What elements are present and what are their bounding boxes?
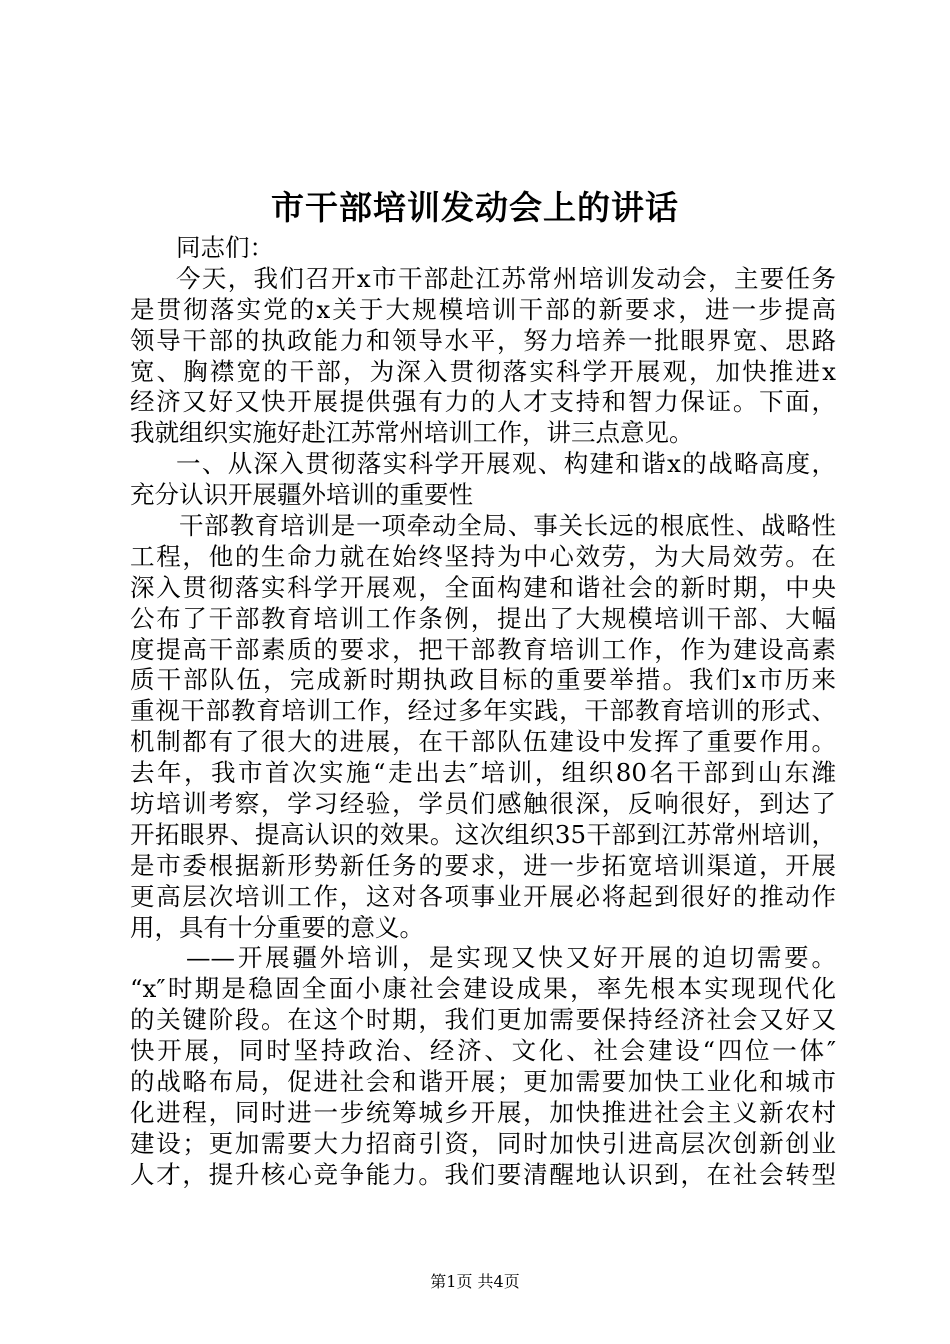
paragraph-line: 干部教育培训是一项牵动全局、事关长远的根底性、战略性 (179, 511, 836, 541)
paragraph-line: 是贯彻落实党的x关于大规模培训干部的新要求，进一步提高 (130, 294, 836, 324)
section-heading-line: 充分认识开展疆外培训的重要性 (130, 480, 473, 510)
salutation-line: 同志们： (176, 233, 274, 262)
paragraph-line: 深入贯彻落实科学开展观，全面构建和谐社会的新时期，中央 (130, 572, 836, 602)
section-heading-line: 一、从深入贯彻落实科学开展观、构建和谐x的战略高度， (176, 449, 836, 479)
paragraph-line: 开拓眼界、提高认识的效果。这次组织35干部到江苏常州培训， (130, 819, 836, 849)
document-body (130, 233, 836, 1191)
paragraph-line: 工程，他的生命力就在始终坚持为中心效劳，为大局效劳。在 (130, 541, 836, 571)
paragraph-line: 机制都有了很大的进展，在干部队伍建设中发挥了重要作用。 (130, 727, 836, 757)
paragraph-line: 重视干部教育培训工作，经过多年实践，干部教育培训的形式、 (130, 696, 836, 726)
paragraph-line: 去年，我市首次实施“走出去″培训，组织80名干部到山东潍 (130, 758, 836, 788)
section-heading-line: ——开展疆外培训，是实现又快又好开展的迫切需要。 (186, 943, 836, 973)
page-number-footer: 第1页 共4页 (430, 1272, 520, 1291)
paragraph-line: 领导干部的执政能力和领导水平，努力培养一批眼界宽、思路 (130, 325, 836, 355)
paragraph-line: 今天，我们召开x市干部赴江苏常州培训发动会，主要任务 (176, 263, 836, 293)
paragraph-line: 更高层次培训工作，这对各项事业开展必将起到很好的推动作 (130, 881, 836, 911)
paragraph-line: 人才，提升核心竞争能力。我们要清醒地认识到，在社会转型 (130, 1159, 836, 1189)
paragraph-line: 质干部队伍，完成新时期执政目标的重要举措。我们x市历来 (130, 665, 836, 695)
paragraph-line: 建设；更加需要大力招商引资，同时加快引进高层次创新创业 (130, 1128, 836, 1158)
paragraph-line: 化进程，同时进一步统筹城乡开展，加快推进社会主义新农村 (130, 1097, 836, 1127)
paragraph-line: 公布了干部教育培训工作条例，提出了大规模培训干部、大幅 (130, 603, 836, 633)
paragraph-line: 快开展，同时坚持政治、经济、文化、社会建设“四位一体″ (130, 1036, 836, 1066)
paragraph-line: 是市委根据新形势新任务的要求，进一步拓宽培训渠道，开展 (130, 850, 836, 880)
paragraph-line: 用，具有十分重要的意义。 (130, 912, 424, 942)
paragraph-line: 的战略布局，促进社会和谐开展；更加需要加快工业化和城市 (130, 1067, 836, 1097)
paragraph-line: 度提高干部素质的要求，把干部教育培训工作，作为建设高素 (130, 634, 836, 664)
paragraph-line: 坊培训考察，学习经验，学员们感触很深，反响很好，到达了 (130, 789, 836, 819)
paragraph-line: 经济又好又快开展提供强有力的人才支持和智力保证。下面， (130, 387, 836, 417)
paragraph-line: “x″时期是稳固全面小康社会建设成果，率先根本实现现代化 (130, 974, 836, 1004)
paragraph-line: 的关键阶段。在这个时期，我们更加需要保持经济社会又好又 (130, 1005, 836, 1035)
paragraph-line: 宽、胸襟宽的干部，为深入贯彻落实科学开展观，加快推进x (130, 356, 836, 386)
page-title: 市干部培训发动会上的讲话 (271, 188, 679, 227)
paragraph-line: 我就组织实施好赴江苏常州培训工作，讲三点意见。 (130, 418, 694, 448)
